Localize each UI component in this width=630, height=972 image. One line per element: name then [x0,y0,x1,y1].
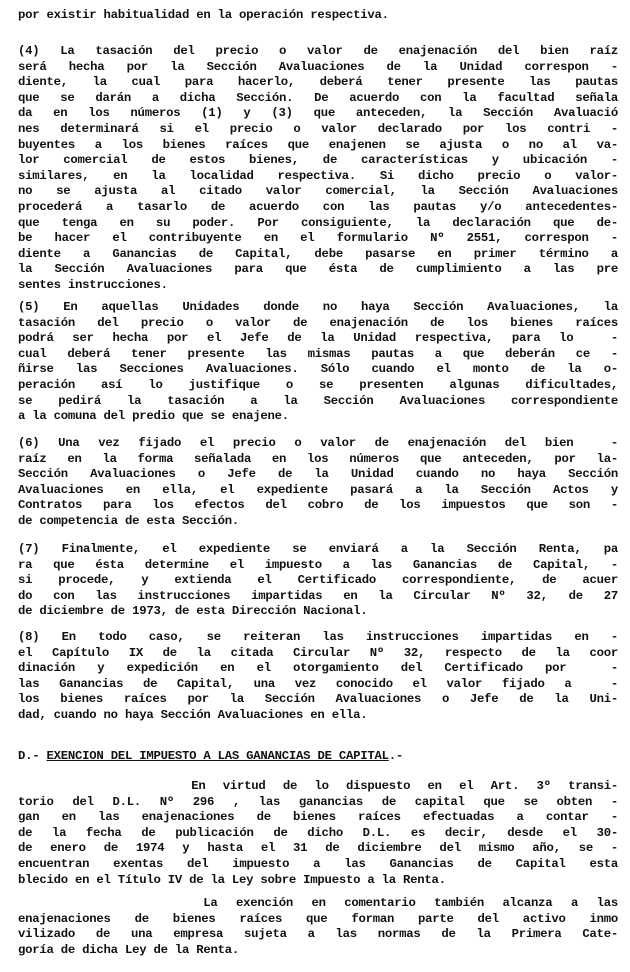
text-line: (8) En todo caso, se reiteran las instrucciones impartidas en - [18,630,618,644]
text-line: se pedirá la tasación a la Sección Avaluaciones correspondiente [18,393,618,408]
text-line: torio del D.L. Nº 296 , las ganancias de capital que se obten - [18,794,618,809]
text-line: buyentes a los bienes raíces que enajenen se ajusta o no al va- [18,137,618,152]
text-line: cual deberá tener presente las mismas pautas a que deberán ce - [18,346,618,361]
text-line: enajenaciones de bienes raíces que forman parte del activo inmo [18,911,618,926]
text-line: dad, cuando no haya Sección Avaluaciones en ella. [18,707,368,722]
text-line: (4) La tasación del precio o valor de enajenación del bien raíz [18,44,618,58]
text-line: Avaluaciones en ella, el expediente pasará a la Sección Actos y [18,482,618,497]
section-d-heading [18,749,618,763]
text-line: do con las instrucciones impartidas en la Circular Nº 32, de 27 [18,588,618,603]
text-line: que se darán a dicha Sección. De acuerdo con la facultad señala [18,90,618,105]
text-line: Contratos para los efectos del cobro de los impuestos que son - [18,498,618,513]
section-d-title: EXENCION DEL IMPUESTO A LAS GANANCIAS DE CAPITAL [46,749,389,763]
section-d-suffix: .- [388,749,404,763]
text-line: da en los números (1) y (3) que anteceden, la Sección Avaluació [18,106,618,121]
text-line: las Ganancias de Capital, una vez conocido el valor fijado a - [18,676,618,691]
text-line: blecido en el Título IV de la Ley sobre Impuesto a la Renta. [18,872,446,887]
text-line: de diciembre de 1973, de esta Dirección Nacional. [18,604,368,619]
text-line: tasación del precio o valor de enajenación de los bienes raíces [18,315,618,330]
text-line: la Sección Avaluaciones para que ésta de cumplimiento a las pre [18,262,618,277]
text-line: similares, en la localidad respectiva. Si dicho precio o valor- [18,168,618,183]
text-line: encuentran exentas del impuesto a las Ganancias de Capital esta [18,856,618,871]
text-line: peración así lo justifique o se presenten algunas dificultades, [18,377,618,392]
text-line: podrá ser hecha por el Jefe de la Unidad respectiva, para lo - [18,331,618,346]
paragraph-5 [18,300,618,425]
paragraph-8 [18,630,618,724]
text-line: (7) Finalmente, el expediente se enviará a la Sección Renta, pa [18,542,618,556]
section-d-label: D.- [18,749,47,763]
text-line: En virtud de lo dispuesto en el Art. 3º transi- [18,779,618,793]
paragraph-7 [18,542,618,620]
text-line: (6) Una vez fijado el precio o valor de enajenación del bien - [18,436,618,450]
text-line: si procede, y extienda el Certificado correspondiente, de acuer [18,573,618,588]
text-line: los bienes raíces por la Sección Avaluaciones o Jefe de la Uni- [18,692,618,707]
text-line: de enero de 1974 y hasta el 31 de diciembre del mismo año, se - [18,841,618,856]
top-fragment [18,8,618,24]
text-line: el Capítulo IX de la citada Circular Nº 32, respecto de la coor [18,645,618,660]
paragraph-4 [18,44,618,294]
text-line: goría de dicha Ley de la Renta. [18,942,240,957]
text-line: de la fecha de publicación de dicho D.L. es decir, desde el 30- [18,825,618,840]
paragraph-6 [18,436,618,530]
text-line: ñirse las Secciones Avaluaciones. Sólo cuando el monto de la o- [18,362,618,377]
text-line: sentes instrucciones. [18,277,168,292]
text-line: nes determinará si el precio o valor declarado por los contri - [18,121,618,136]
text-line: raíz en la forma señalada en los números que anteceden, por la- [18,451,618,466]
text-line: dinación y expedición en el otorgamiento del Certificado por - [18,661,618,676]
text-line: (5) En aquellas Unidades donde no haya Sección Avaluaciones, la [18,300,618,314]
section-d-paragraph-2 [18,896,618,958]
text-line: diente a Ganancias de Capital, debe pasarse en primer término a [18,246,618,261]
text-line: a la comuna del predio que se enajene. [18,409,289,424]
text-line: Sección Avaluaciones o Jefe de la Unidad cuando no haya Sección [18,467,618,482]
text-line: diente, la cual para hacerlo, deberá tener presente las pautas [18,75,618,90]
text-line: por existir habitualidad en la operación respectiva. [18,8,389,22]
section-d-paragraph-1 [18,779,618,888]
text-line: procederá a tasarlo de acuerdo con las pautas y/o antecedentes- [18,199,618,214]
text-line: ra que ésta determine el impuesto a las Ganancias de Capital, - [18,557,618,572]
text-line: no se ajusta al citado valor comercial, la Sección Avaluaciones [18,184,618,199]
text-line: be hacer el contribuyente en el formulario Nº 2551, correspon - [18,231,618,246]
text-line: gan en las enajenaciones de bienes raíces efectuadas a contar - [18,810,618,825]
text-line: que tenga en su poder. Por consiguiente, la declaración que de- [18,215,618,230]
text-line: vilizado de una empresa sujeta a las normas de la Primera Cate- [18,927,618,942]
text-line: de competencia de esta Sección. [18,513,240,528]
text-line: lor comercial de estos bienes, de características y ubicación - [18,153,618,168]
text-line: será hecha por la Sección Avaluaciones de la Unidad correspon - [18,59,618,74]
text-line: La exención en comentario también alcanza a las [18,896,618,910]
